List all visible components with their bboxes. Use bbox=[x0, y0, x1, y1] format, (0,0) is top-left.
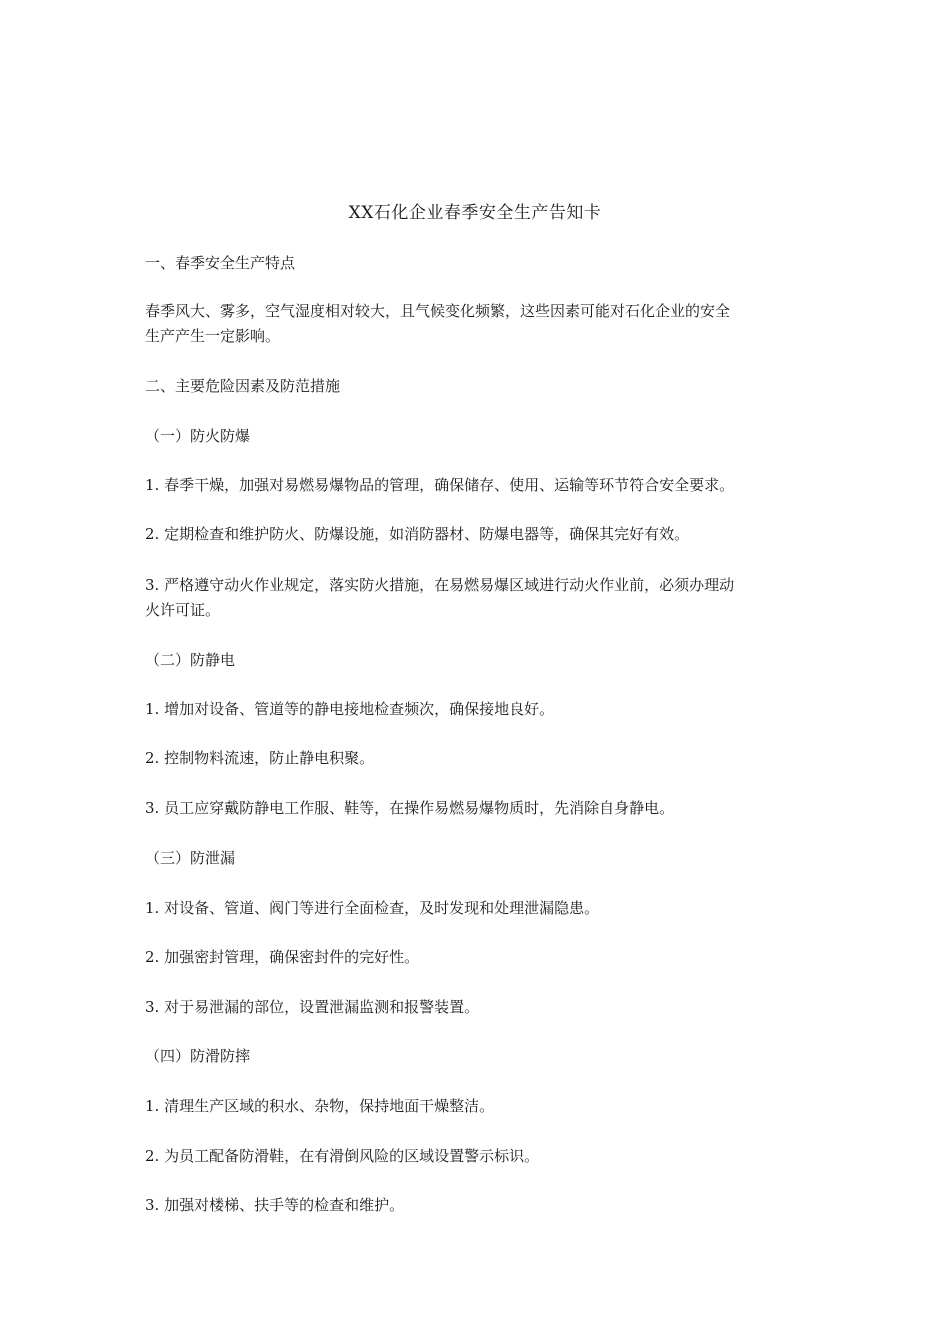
static-item-1: 1. 增加对设备、管道等的静电接地检查频次，确保接地良好。 bbox=[145, 700, 555, 718]
fire-item-1: 1. 春季干燥，加强对易燃易爆物品的管理，确保储存、使用、运输等环节符合安全要求。 bbox=[145, 476, 735, 494]
static-item-2: 2. 控制物料流速，防止静电积聚。 bbox=[145, 749, 375, 767]
slip-item-1: 1. 清理生产区域的积水、杂物，保持地面干燥整洁。 bbox=[145, 1097, 495, 1115]
leak-item-2: 2. 加强密封管理，确保密封件的完好性。 bbox=[145, 948, 420, 966]
slip-item-2: 2. 为员工配备防滑鞋，在有滑倒风险的区域设置警示标识。 bbox=[145, 1147, 540, 1165]
fire-subheading: （一）防火防爆 bbox=[145, 427, 251, 445]
fire-item-2: 2. 定期检查和维护防火、防爆设施，如消防器材、防爆电器等，确保其完好有效。 bbox=[145, 525, 690, 543]
section2-heading: 二、主要危险因素及防范措施 bbox=[145, 377, 341, 395]
leak-item-3: 3. 对于易泄漏的部位，设置泄漏监测和报警装置。 bbox=[145, 998, 480, 1016]
slip-subheading: （四）防滑防摔 bbox=[145, 1047, 251, 1065]
section1-heading: 一、春季安全生产特点 bbox=[145, 254, 296, 272]
leak-subheading: （三）防泄漏 bbox=[145, 849, 236, 867]
fire-item-3-line2: 火许可证。 bbox=[145, 601, 221, 619]
slip-item-3: 3. 加强对楼梯、扶手等的检查和维护。 bbox=[145, 1196, 405, 1214]
fire-item-3-line1: 3. 严格遵守动火作业规定，落实防火措施，在易燃易爆区域进行动火作业前，必须办理动 bbox=[145, 576, 735, 594]
static-item-3: 3. 员工应穿戴防静电工作服、鞋等，在操作易燃易爆物质时，先消除自身静电。 bbox=[145, 799, 675, 817]
static-subheading: （二）防静电 bbox=[145, 651, 236, 669]
section1-paragraph-line1: 春季风大、雾多，空气湿度相对较大，且气候变化频繁，这些因素可能对石化企业的安全 bbox=[145, 302, 731, 320]
leak-item-1: 1. 对设备、管道、阀门等进行全面检查，及时发现和处理泄漏隐患。 bbox=[145, 899, 600, 917]
section1-paragraph-line2: 生产产生一定影响。 bbox=[145, 327, 281, 345]
document-title: XX石化企业春季安全生产告知卡 bbox=[348, 203, 602, 223]
